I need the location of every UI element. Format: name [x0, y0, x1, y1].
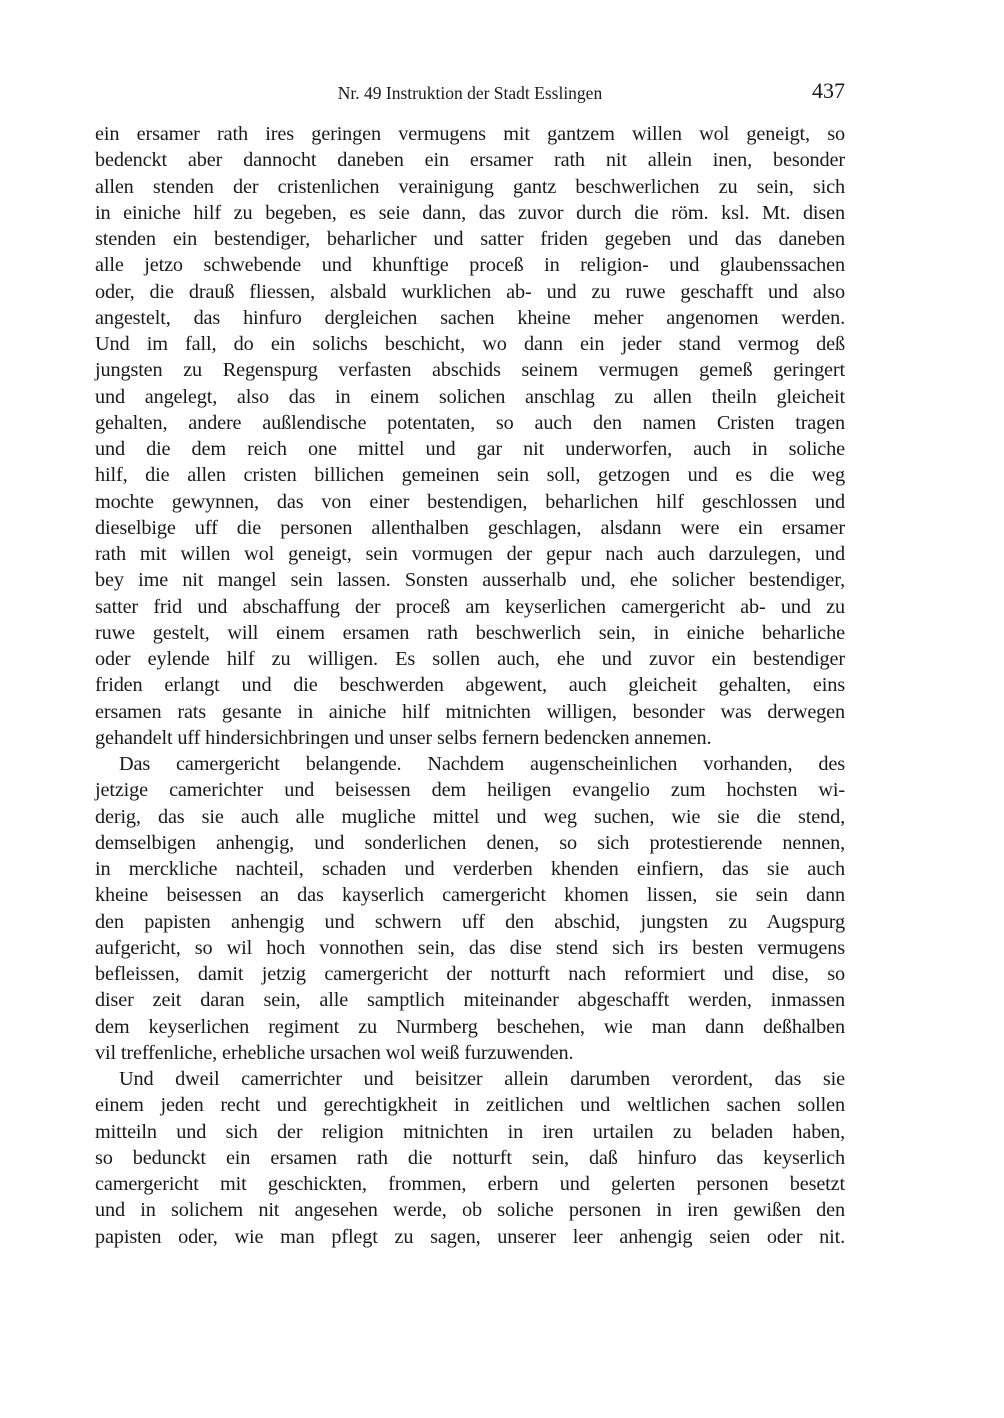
- text-line: einem jeden recht und gerechtigkheit in zeitlichen und weltlichen sachen sollen: [95, 1094, 845, 1117]
- text-line: Und dweil camerrichter und beisitzer allein darumben verordent, das sie: [119, 1068, 845, 1090]
- text-line: gehalten, andere außlendische potentaten, so auch den namen Cristen tragen: [95, 411, 845, 434]
- text-line: stenden ein bestendiger, beharlicher und satter friden gegeben und das daneben: [95, 228, 845, 250]
- text-line: hilf, die allen cristen billichen gemeinen sein soll, getzogen und es die weg: [95, 464, 845, 487]
- text-line: und angelegt, also das in einem solichen anschlag zu allen theiln gleicheit: [95, 385, 845, 408]
- paragraph: [95, 1066, 845, 1250]
- text-line: bey ime nit mangel sein lassen. Sonsten ausserhalb und, ehe solicher bestendiger,: [95, 569, 845, 592]
- text-line: oder eylende hilf zu willigen. Es sollen auch, ehe und zuvor ein bestendiger: [95, 648, 845, 670]
- text-line: friden erlangt und die beschwerden abgewent, auch gleicheit gehalten, eins: [95, 674, 845, 697]
- text-line: bedenckt aber dannocht daneben ein ersamer rath nit allein inen, besonder: [95, 149, 845, 172]
- text-line: rath mit willen wol geneigt, sein vormugen der gepur nach auch darzulegen, und: [95, 543, 845, 565]
- document-body: [95, 121, 845, 1250]
- text-line: oder, die drauß fliessen, alsbald wurklichen ab- und zu ruwe geschafft und also: [95, 280, 845, 303]
- text-line: den papisten anhengig und schwern uff den abschid, jungsten zu Augspurg: [95, 910, 845, 933]
- text-line: Das camergericht belangende. Nachdem augenscheinlichen vorhanden, des: [119, 753, 845, 775]
- text-line: alle jetzo schwebende und khunftige proceß in religion- und glaubenssachen: [95, 254, 845, 277]
- text-line: derig, das sie auch alle mugliche mittel und weg suchen, wie sie die stend,: [95, 805, 845, 828]
- text-line: aufgericht, so wil hoch vonnothen sein, das dise stend sich irs besten vermugens: [95, 936, 845, 959]
- text-line: gehandelt uff hindersichbringen und unser selbs fernern bedencken annemen.: [95, 726, 712, 749]
- text-line: diser zeit daran sein, alle samptlich miteinander abgeschafft werden, inmassen: [95, 989, 845, 1012]
- text-line: dieselbige uff die personen allenthalben geschlagen, alsdann were ein ersamer: [95, 516, 845, 539]
- text-line: in einiche hilf zu begeben, es seie dann, das zuvor durch die röm. ksl. Mt. disen: [95, 201, 845, 224]
- paragraph: [95, 751, 845, 1066]
- page-header: [95, 80, 845, 108]
- text-line: in merckliche nachteil, schaden und verderben khenden einfiern, das sie auch: [95, 858, 845, 880]
- text-line: und in solichem nit angesehen werde, ob soliche personen in iren gewißen den: [95, 1199, 845, 1222]
- text-line: ruwe gestelt, will einem ersamen rath beschwerlich sein, in einiche beharliche: [95, 621, 845, 644]
- text-line: jetzige camerichter und beisessen dem heiligen evangelio zum hochsten wi-: [95, 779, 845, 802]
- text-line: Und im fall, do ein solichs beschicht, wo dann ein jeder stand vermog deß: [95, 333, 845, 355]
- text-line: allen stenden der cristenlichen verainigung gantz beschwerlichen zu sein, sich: [95, 175, 845, 198]
- text-line: dem keyserlichen regiment zu Nurmberg beschehen, wie man dann deßhalben: [95, 1015, 845, 1038]
- running-title: Nr. 49 Instruktion der Stadt Esslingen: [337, 83, 603, 103]
- text-line: satter frid und abschaffung der proceß am keyserlichen camergericht ab- und zu: [95, 595, 845, 618]
- text-line: ein ersamer rath ires geringen vermugens mit gantzem willen wol geneigt, so: [95, 123, 845, 145]
- text-line: jungsten zu Regenspurg verfasten abschids seinem vermugen gemeß geringert: [95, 359, 845, 382]
- text-line: demselbigen anhengig, und sonderlichen denen, so sich protestierende nennen,: [95, 831, 845, 854]
- text-line: mochte gewynnen, das von einer bestendigen, beharlichen hilf geschlossen und: [95, 490, 845, 513]
- text-line: ersamen rats gesante in ainiche hilf mitnichten willigen, besonder was derwegen: [95, 700, 845, 723]
- text-line: und die dem reich one mittel und gar nit underworfen, auch in soliche: [95, 438, 845, 460]
- text-line: mitteiln und sich der religion mitnichten in iren urtailen zu beladen haben,: [95, 1120, 845, 1143]
- text-line: kheine beisessen an das kayserlich camergericht khomen lissen, sie sein dann: [95, 884, 845, 907]
- text-line: angestelt, das hinfuro dergleichen sachen kheine meher angenomen werden.: [95, 306, 845, 329]
- text-line: so bedunckt ein ersamen rath die notturft sein, daß hinfuro das keyserlich: [95, 1146, 845, 1169]
- text-line: papisten oder, wie man pflegt zu sagen, unserer leer anhengig seien oder nit.: [95, 1225, 845, 1248]
- text-line: vil treffenliche, erhebliche ursachen wol weiß furzuwenden.: [95, 1041, 574, 1064]
- text-line: camergericht mit geschickten, frommen, erbern und gelerten personen besetzt: [95, 1173, 845, 1195]
- paragraph: [95, 121, 845, 751]
- text-line: befleissen, damit jetzig camergericht der notturft nach reformiert und dise, so: [95, 963, 845, 985]
- page-number: 437: [812, 78, 845, 103]
